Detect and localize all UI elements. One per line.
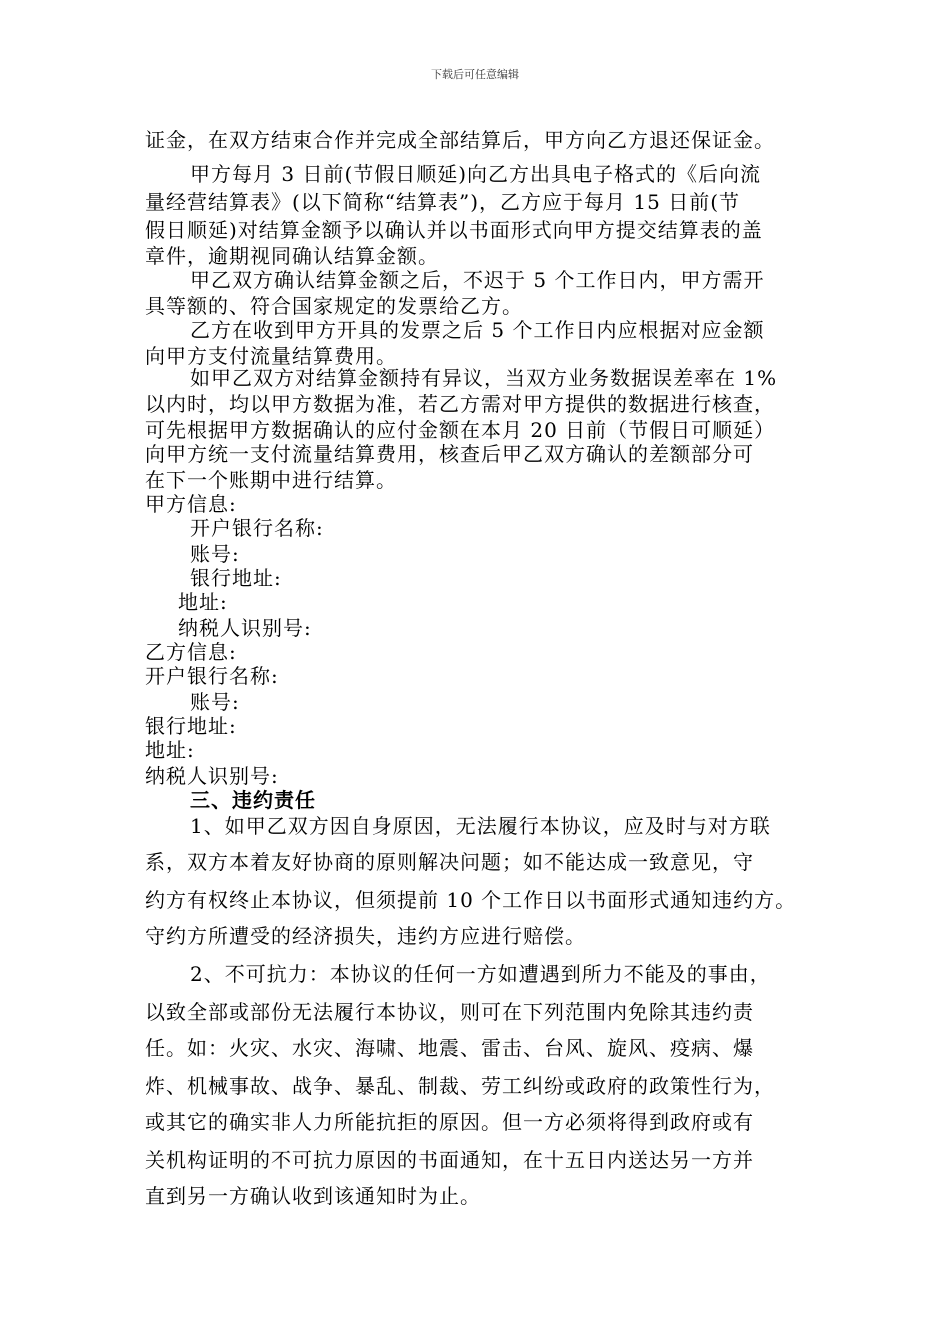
paragraph-line: 假日顺延)对结算金额予以确认并以书面形式向甲方提交结算表的盖 xyxy=(145,218,763,242)
paragraph-line: 向甲方统一支付流量结算费用，核查后甲乙双方确认的差额部分可 xyxy=(145,442,754,466)
paragraph-line: 如甲乙双方对结算金额持有异议，当双方业务数据误差率在 1% xyxy=(190,366,778,390)
paragraph-line: 任。如：火灾、水灾、海啸、地震、雷击、台风、旋风、疫病、爆 xyxy=(145,1036,754,1060)
paragraph-line: 乙方在收到甲方开具的发票之后 5 个工作日内应根据对应金额 xyxy=(190,318,765,342)
party-b-bank-address-label: 银行地址: xyxy=(145,714,237,738)
paragraph-line: 甲乙双方确认结算金额之后，不迟于 5 个工作日内，甲方需开 xyxy=(190,268,765,292)
party-b-title: 乙方信息: xyxy=(145,640,237,664)
paragraph-line: 2、不可抗力：本协议的任何一方如遭遇到所力不能及的事由， xyxy=(190,962,771,986)
party-b-tax-id-label: 纳税人识别号: xyxy=(145,764,279,788)
paragraph-line: 1、如甲乙双方因自身原因，无法履行本协议，应及时与对方联 xyxy=(190,814,771,838)
deposit-tail-line: 证金，在双方结束合作并完成全部结算后，甲方向乙方退还保证金。 xyxy=(145,128,775,152)
paragraph-line: 守约方所遭受的经济损失，违约方应进行赔偿。 xyxy=(145,924,586,948)
paragraph-line: 关机构证明的不可抗力原因的书面通知，在十五日内送达另一方并 xyxy=(145,1148,754,1172)
paragraph-line: 甲方每月 3 日前(节假日顺延)向乙方出具电子格式的《后向流 xyxy=(190,162,762,186)
paragraph-line: 系，双方本着友好协商的原则解决问题；如不能达成一致意见，守 xyxy=(145,850,754,874)
paragraph-line: 炸、机械事故、战争、暴乱、制裁、劳工纠纷或政府的政策性行为， xyxy=(145,1074,775,1098)
paragraph-line: 或其它的确实非人力所能抗拒的原因。但一方必须将得到政府或有 xyxy=(145,1110,754,1134)
party-b-account-label: 账号: xyxy=(190,690,240,714)
paragraph-line: 具等额的、符合国家规定的发票给乙方。 xyxy=(145,294,523,318)
section-heading: 三、违约责任 xyxy=(190,788,316,812)
party-b-address-label: 地址: xyxy=(145,738,195,762)
party-a-account-label: 账号: xyxy=(190,542,240,566)
paragraph-line: 量经营结算表》(以下简称“结算表”)，乙方应于每月 15 日前(节 xyxy=(145,190,741,214)
header-note: 下载后可任意编辑 xyxy=(431,68,519,81)
party-a-address-label: 地址: xyxy=(178,590,228,614)
paragraph-line: 在下一个账期中进行结算。 xyxy=(145,468,397,492)
party-a-tax-id-label: 纳税人识别号: xyxy=(178,616,312,640)
party-a-bank-name-label: 开户银行名称: xyxy=(190,516,324,540)
paragraph-line: 直到另一方确认收到该通知时为止。 xyxy=(145,1184,481,1208)
party-b-bank-name-label: 开户银行名称: xyxy=(145,664,279,688)
paragraph-line: 可先根据甲方数据确认的应付金额在本月 20 日前（节假日可顺延） xyxy=(145,418,776,442)
party-a-title: 甲方信息: xyxy=(145,492,237,516)
paragraph-line: 以致全部或部份无法履行本协议，则可在下列范围内免除其违约责 xyxy=(145,1000,754,1024)
paragraph-line: 章件，逾期视同确认结算金额。 xyxy=(145,244,439,268)
party-a-bank-address-label: 银行地址: xyxy=(190,566,282,590)
paragraph-line: 约方有权终止本协议，但须提前 10 个工作日以书面形式通知违约方。 xyxy=(145,888,797,912)
paragraph-line: 以内时，均以甲方数据为准，若乙方需对甲方提供的数据进行核查， xyxy=(145,392,775,416)
paragraph-line: 向甲方支付流量结算费用。 xyxy=(145,344,397,368)
